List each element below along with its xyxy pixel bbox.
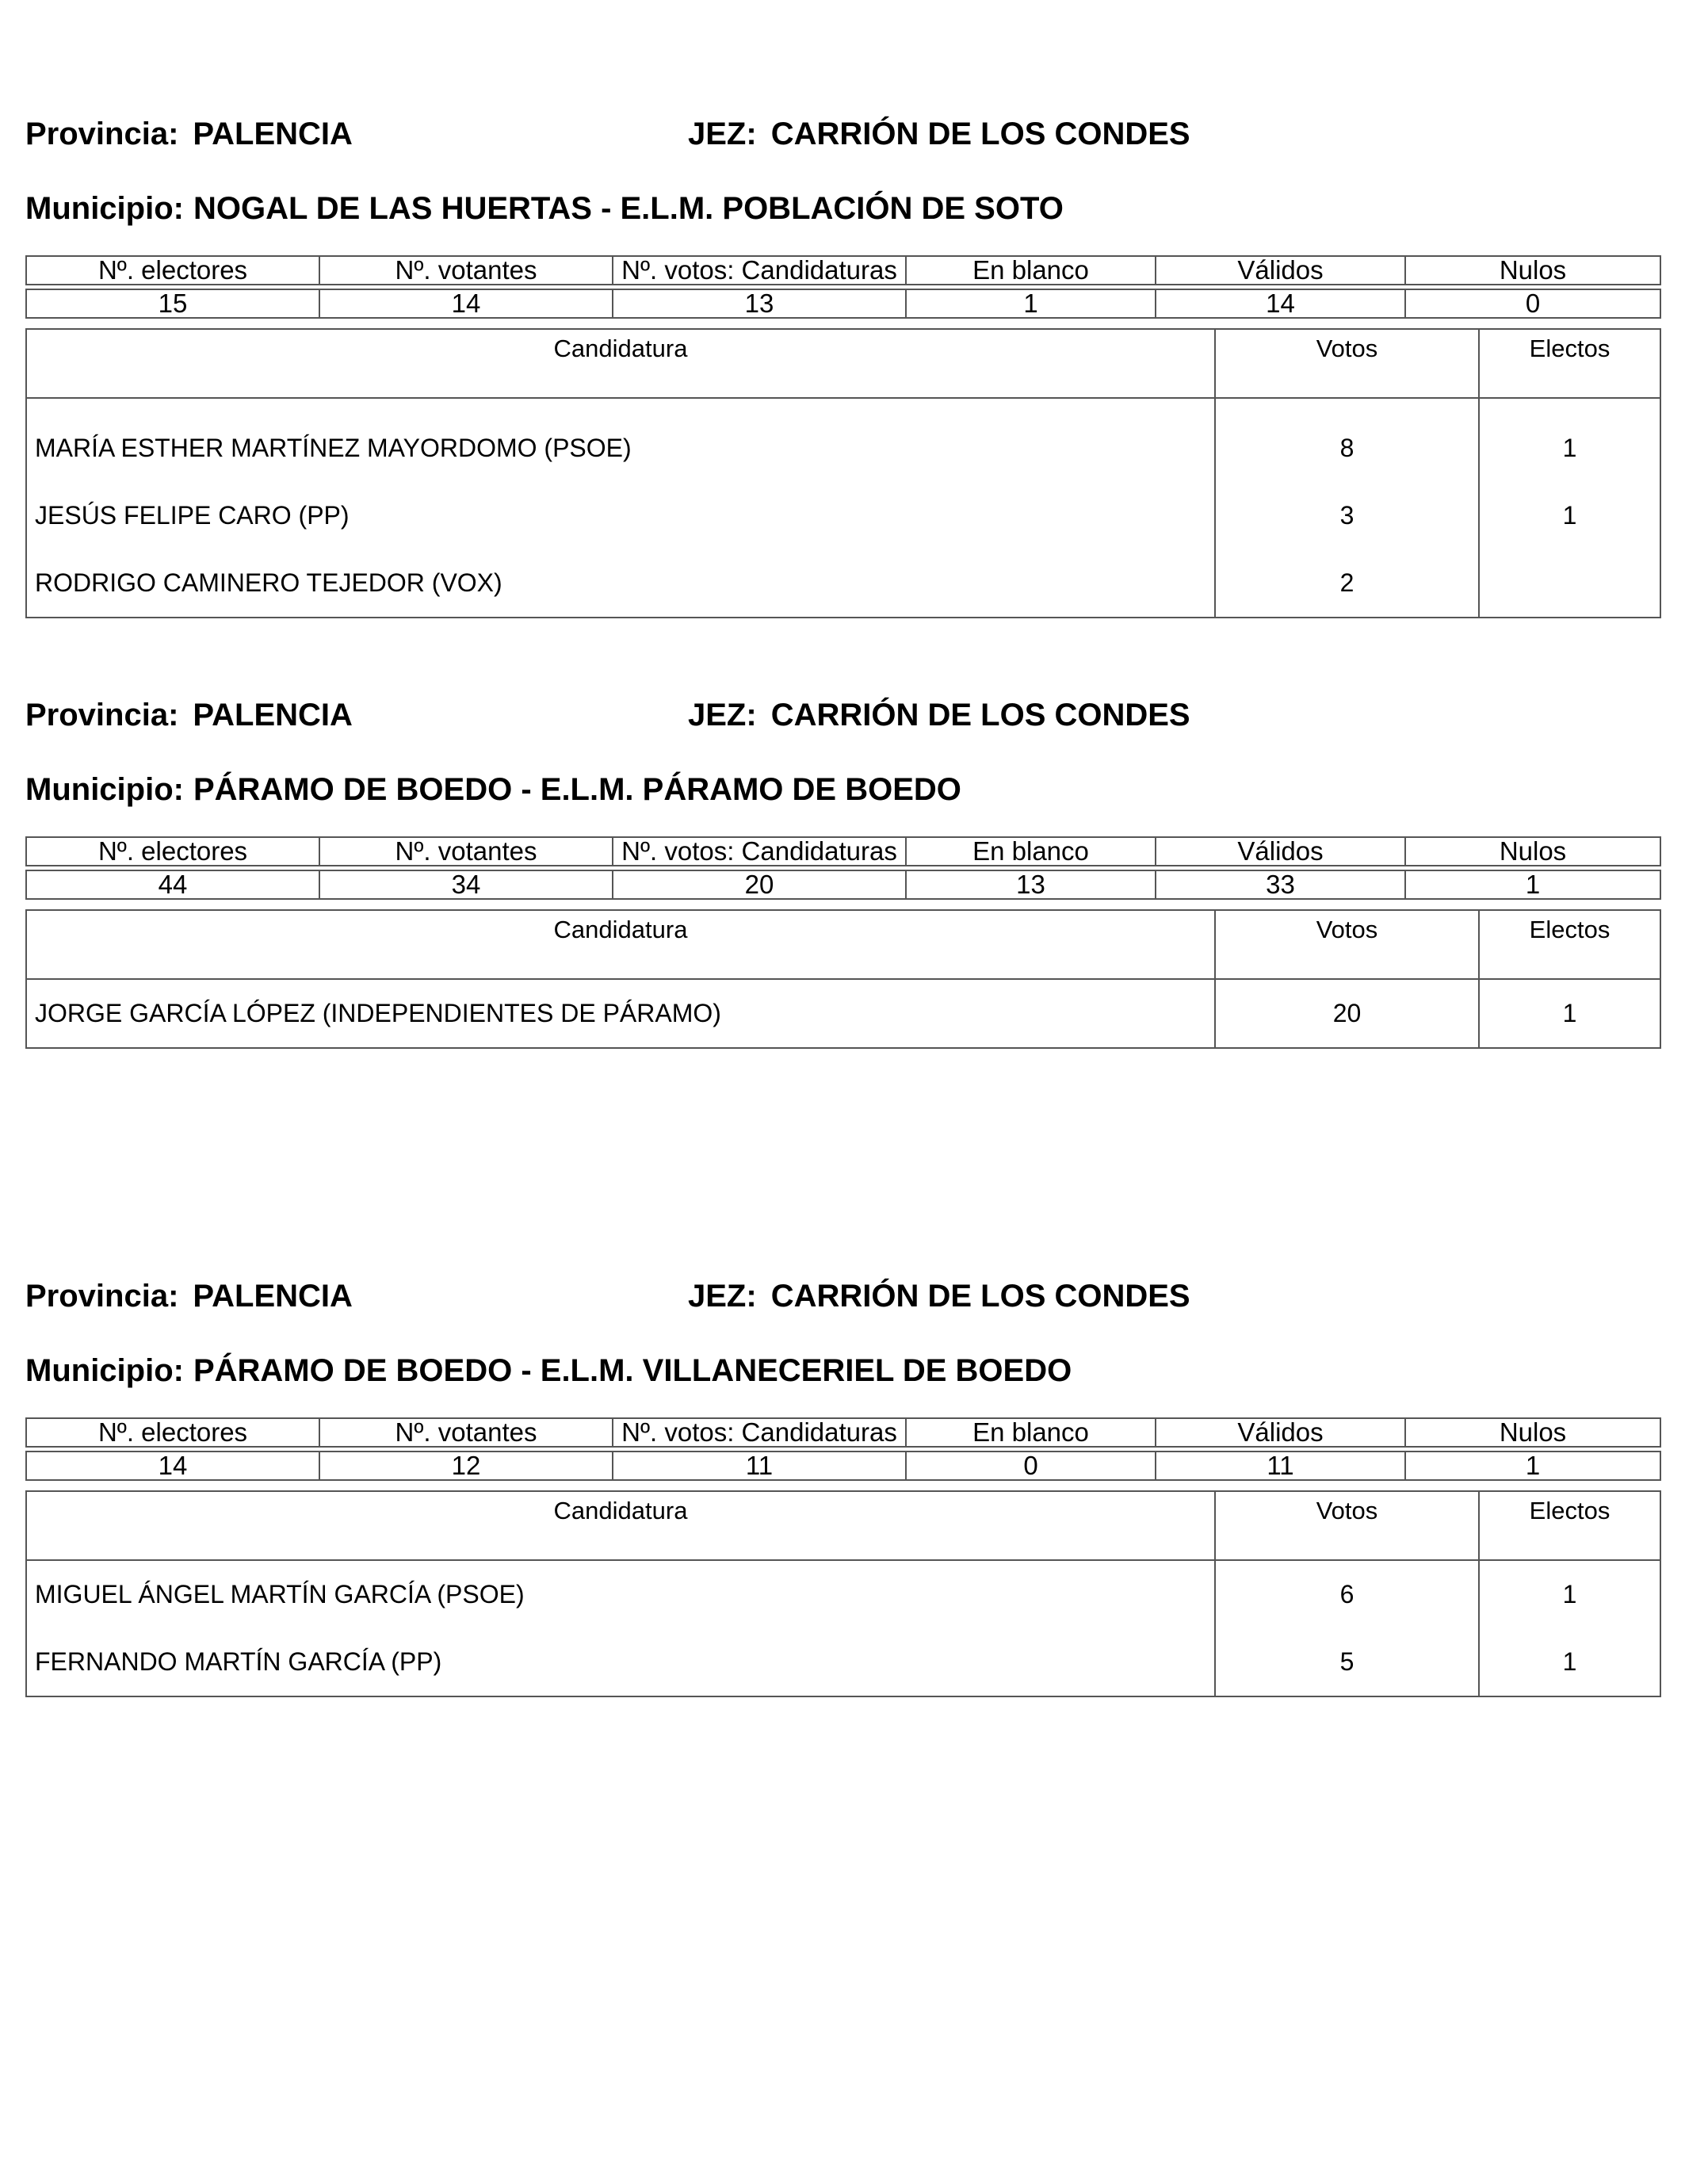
stats-header-row: [25, 255, 1661, 285]
candidate-row: [26, 549, 1660, 618]
candidate-row: [26, 1560, 1660, 1628]
stats-value-votantes: 12: [319, 1452, 613, 1480]
provincia-value: PALENCIA: [193, 117, 353, 151]
candidate-electos: 1: [1479, 398, 1660, 482]
stats-value-votantes: 34: [319, 870, 613, 899]
stats-values-row: [25, 870, 1661, 900]
candidate-electos: 1: [1479, 979, 1660, 1048]
stats-value-electores: 15: [26, 289, 319, 318]
stats-value-nulos: 0: [1405, 289, 1660, 318]
stats-header-votos-candidaturas: Nº. votos: Candidaturas: [613, 837, 906, 866]
jez-label: JEZ:: [688, 698, 757, 732]
jez-value: CARRIÓN DE LOS CONDES: [770, 1279, 1190, 1314]
candidates-table: [25, 328, 1661, 618]
stats-header-votantes: Nº. votantes: [319, 256, 613, 285]
stats-value-votos-candidaturas: 20: [613, 870, 906, 899]
jez-label: JEZ:: [688, 1279, 757, 1314]
municipio-label: Municipio:: [25, 1353, 184, 1388]
cand-header-name: Candidatura: [26, 329, 1215, 398]
cand-header-electos: Electos: [1479, 1491, 1660, 1560]
jez-line: [688, 114, 1190, 154]
candidate-electos: [1479, 549, 1660, 618]
candidate-name: MIGUEL ÁNGEL MARTÍN GARCÍA (PSOE): [35, 1580, 525, 1608]
candidate-votos: 20: [1215, 979, 1479, 1048]
cand-header-electos: Electos: [1479, 329, 1660, 398]
stats-value-electores: 14: [26, 1452, 319, 1480]
stats-header-en-blanco: En blanco: [906, 1418, 1156, 1447]
municipio-line: [25, 770, 961, 809]
stats-value-validos: 14: [1156, 289, 1405, 318]
stats-value-electores: 44: [26, 870, 319, 899]
stats-header-row: [25, 836, 1661, 866]
cand-header-name: Candidatura: [26, 910, 1215, 979]
stats-header-votantes: Nº. votantes: [319, 1418, 613, 1447]
stats-value-validos: 11: [1156, 1452, 1405, 1480]
stats-value-en-blanco: 0: [906, 1452, 1156, 1480]
candidate-row: [26, 979, 1660, 1048]
municipio-line: [25, 189, 1064, 228]
candidate-votos: 8: [1215, 398, 1479, 482]
candidate-row: [26, 398, 1660, 482]
jez-value: CARRIÓN DE LOS CONDES: [770, 117, 1190, 151]
cand-header-electos: Electos: [1479, 910, 1660, 979]
stats-value-en-blanco: 1: [906, 289, 1156, 318]
stats-header-validos: Válidos: [1156, 1418, 1405, 1447]
municipio-line: [25, 1351, 1072, 1390]
cand-header-votos: Votos: [1215, 910, 1479, 979]
provincia-label: Provincia:: [25, 117, 179, 151]
jez-value: CARRIÓN DE LOS CONDES: [770, 698, 1190, 732]
stats-value-nulos: 1: [1405, 1452, 1660, 1480]
stats-value-validos: 33: [1156, 870, 1405, 899]
jez-line: [688, 1276, 1190, 1316]
candidate-votos: 2: [1215, 549, 1479, 618]
stats-value-en-blanco: 13: [906, 870, 1156, 899]
stats-header-en-blanco: En blanco: [906, 837, 1156, 866]
stats-header-row: [25, 1417, 1661, 1448]
stats-value-votos-candidaturas: 11: [613, 1452, 906, 1480]
provincia-line: [25, 695, 353, 735]
candidate-electos: 1: [1479, 1628, 1660, 1696]
stats-header-nulos: Nulos: [1405, 256, 1660, 285]
municipio-value: PÁRAMO DE BOEDO - E.L.M. PÁRAMO DE BOEDO: [193, 772, 961, 807]
stats-header-validos: Válidos: [1156, 256, 1405, 285]
municipio-label: Municipio:: [25, 772, 184, 807]
candidate-votos: 5: [1215, 1628, 1479, 1696]
provincia-value: PALENCIA: [193, 698, 353, 732]
stats-header-electores: Nº. electores: [26, 1418, 319, 1447]
candidate-votos: 6: [1215, 1560, 1479, 1628]
stats-values-row: [25, 289, 1661, 319]
stats-header-nulos: Nulos: [1405, 1418, 1660, 1447]
provincia-value: PALENCIA: [193, 1279, 353, 1314]
provincia-label: Provincia:: [25, 1279, 179, 1314]
cand-header-votos: Votos: [1215, 1491, 1479, 1560]
municipio-value: PÁRAMO DE BOEDO - E.L.M. VILLANECERIEL DE BOEDO: [193, 1353, 1072, 1388]
candidate-name: JORGE GARCÍA LÓPEZ (INDEPENDIENTES DE PÁRAMO): [35, 999, 721, 1027]
candidates-table: [25, 909, 1661, 1049]
stats-value-votantes: 14: [319, 289, 613, 318]
cand-header-name: Candidatura: [26, 1491, 1215, 1560]
stats-value-nulos: 1: [1405, 870, 1660, 899]
stats-header-electores: Nº. electores: [26, 256, 319, 285]
stats-header-en-blanco: En blanco: [906, 256, 1156, 285]
stats-header-electores: Nº. electores: [26, 837, 319, 866]
stats-value-votos-candidaturas: 13: [613, 289, 906, 318]
candidate-name: JESÚS FELIPE CARO (PP): [35, 501, 350, 530]
candidate-row: [26, 1628, 1660, 1696]
stats-header-votos-candidaturas: Nº. votos: Candidaturas: [613, 1418, 906, 1447]
candidate-row: [26, 482, 1660, 549]
candidate-name: MARÍA ESTHER MARTÍNEZ MAYORDOMO (PSOE): [35, 434, 632, 462]
candidates-table: [25, 1490, 1661, 1697]
municipio-label: Municipio:: [25, 191, 184, 226]
jez-label: JEZ:: [688, 117, 757, 151]
stats-header-nulos: Nulos: [1405, 837, 1660, 866]
provincia-label: Provincia:: [25, 698, 179, 732]
candidate-name: FERNANDO MARTÍN GARCÍA (PP): [35, 1647, 442, 1676]
stats-header-validos: Válidos: [1156, 837, 1405, 866]
municipio-value: NOGAL DE LAS HUERTAS - E.L.M. POBLACIÓN DE SOTO: [193, 191, 1064, 226]
candidate-name: RODRIGO CAMINERO TEJEDOR (VOX): [35, 568, 502, 597]
stats-values-row: [25, 1451, 1661, 1481]
stats-header-votantes: Nº. votantes: [319, 837, 613, 866]
provincia-line: [25, 114, 353, 154]
stats-header-votos-candidaturas: Nº. votos: Candidaturas: [613, 256, 906, 285]
candidate-electos: 1: [1479, 482, 1660, 549]
jez-line: [688, 695, 1190, 735]
candidate-electos: 1: [1479, 1560, 1660, 1628]
cand-header-votos: Votos: [1215, 329, 1479, 398]
provincia-line: [25, 1276, 353, 1316]
candidate-votos: 3: [1215, 482, 1479, 549]
